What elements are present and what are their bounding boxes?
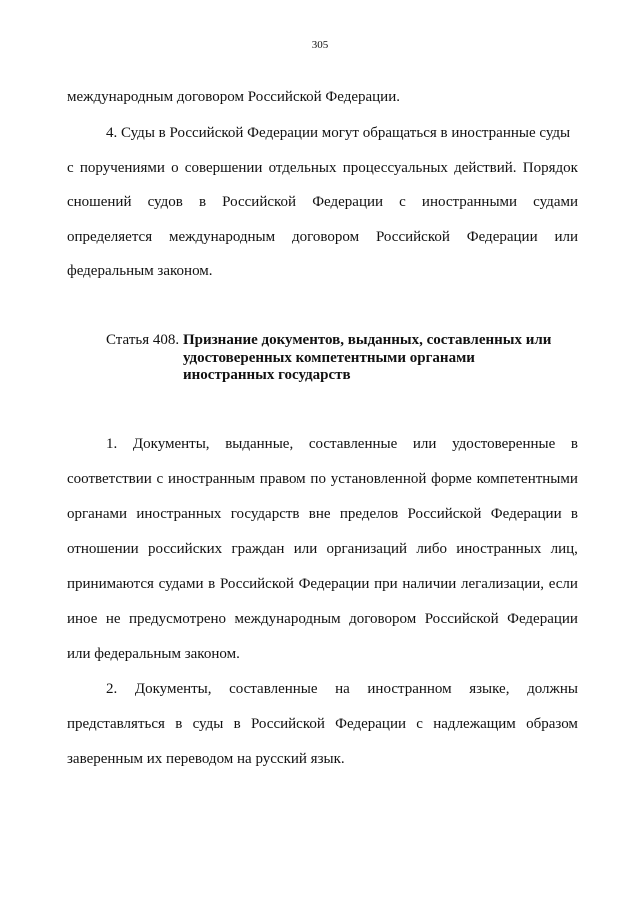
article-title-line-3: иностранных государств (183, 367, 351, 383)
word: на (335, 681, 350, 697)
word: государств (230, 506, 300, 522)
word: судов (147, 194, 183, 210)
paragraph-2-line-2 (67, 715, 578, 733)
paragraph-4-line-4 (67, 228, 578, 246)
word: в (570, 506, 578, 522)
word: граждан (231, 541, 285, 557)
word: составленные (308, 436, 398, 452)
word: компетентными (476, 471, 578, 487)
word: Федерации (490, 506, 562, 522)
word: соответствии (67, 471, 152, 487)
word: 2. (106, 681, 118, 697)
word: составленные (229, 681, 318, 697)
word: удостоверенные (452, 436, 556, 452)
word: Документы, (132, 436, 210, 452)
word: Федерации (466, 229, 538, 245)
word: Федерации (335, 716, 407, 732)
word: принимаются (67, 576, 154, 592)
word: в (570, 436, 578, 452)
word: совершении (184, 160, 263, 176)
word: Федерации (298, 576, 370, 592)
word: определяется (67, 229, 153, 245)
paragraph-1-line-6 (67, 610, 578, 628)
word: наличии (402, 576, 457, 592)
word: органами (67, 506, 128, 522)
word: иностранных (456, 541, 542, 557)
word: по (310, 471, 326, 487)
word: иностранных (136, 506, 222, 522)
word: Российской (375, 229, 450, 245)
paragraph-1-line-2 (67, 470, 578, 488)
word: суды (192, 716, 224, 732)
paragraph-1-line-1 (106, 435, 578, 453)
word: Российской (222, 194, 297, 210)
word: судами (158, 576, 204, 592)
word: договором (291, 229, 360, 245)
word: с (156, 471, 164, 487)
word: языке, (469, 681, 510, 697)
paragraph-1-line-4 (67, 540, 578, 558)
word: если (548, 576, 578, 592)
word: действий. (454, 160, 517, 176)
paragraph-4-line-5: федеральным законом. (67, 263, 213, 279)
paragraph-4-line-1: 4. Суды в Российской Федерации могут обращаться в иностранные суды (106, 125, 571, 141)
word: Российской (219, 576, 294, 592)
word: Федерации (507, 611, 578, 627)
word: иностранными (421, 194, 518, 210)
word: или (554, 229, 578, 245)
word: иностранном (367, 681, 452, 697)
article-title-line-1: Признание документов, выданных, составленных или (183, 332, 552, 348)
word: организаций (326, 541, 408, 557)
word: выданные, (225, 436, 294, 452)
word: не (105, 611, 121, 627)
word: установленной (330, 471, 427, 487)
word: иное (67, 611, 98, 627)
word: международным (234, 611, 341, 627)
word: международным (168, 229, 276, 245)
word: Документы, (134, 681, 212, 697)
word: поручениями (79, 160, 165, 176)
word: Порядок (522, 160, 578, 176)
word: договором (349, 611, 417, 627)
word: или (293, 541, 318, 557)
word: предусмотрено (129, 611, 227, 627)
word: лиц, (550, 541, 578, 557)
article-number: Статья 408. (106, 332, 180, 348)
word: легализации, (460, 576, 544, 592)
page-number: 305 (311, 39, 329, 51)
word: в (208, 576, 216, 592)
paragraph-1-line-3 (67, 505, 578, 523)
word: должны (527, 681, 578, 697)
word: правом (259, 471, 306, 487)
word: Федерации (312, 194, 384, 210)
word: надлежащим (433, 716, 516, 732)
word: в (233, 716, 241, 732)
word: российских (147, 541, 223, 557)
paragraph-4-line-3 (67, 193, 578, 211)
word: при (374, 576, 398, 592)
word: либо (416, 541, 447, 557)
word: о (171, 160, 179, 176)
word: Российской (407, 506, 482, 522)
word: в (175, 716, 183, 732)
word: в (198, 194, 207, 210)
word: форме (431, 471, 472, 487)
word: отношении (67, 541, 139, 557)
word: вне (308, 506, 331, 522)
word: с (416, 716, 423, 732)
paragraph-2-line-1 (106, 680, 578, 698)
word: отдельных (268, 160, 337, 176)
word: с (399, 194, 406, 210)
word: Российской (250, 716, 325, 732)
paragraph-1-line-7: или федеральным законом. (67, 646, 240, 662)
paragraph-2-line-3: заверенным их переводом на русский язык. (67, 751, 345, 767)
word: сношений (67, 194, 132, 210)
word: пределов (339, 506, 399, 522)
paragraph-4-line-2 (67, 159, 578, 177)
article-title-line-2: удостоверенных компетентными органами (183, 350, 475, 366)
word: образом (526, 716, 578, 732)
word: представляться (67, 716, 165, 732)
word: судами (533, 194, 578, 210)
word: иностранным (167, 471, 256, 487)
word: процессуальных (342, 160, 448, 176)
word: Российской (424, 611, 499, 627)
word: 1. (106, 436, 118, 452)
word: с (67, 160, 74, 176)
word: или (412, 436, 437, 452)
paragraph-1-line-5 (67, 575, 578, 593)
previous-paragraph-tail: международным договором Российской Федерации. (67, 89, 400, 105)
